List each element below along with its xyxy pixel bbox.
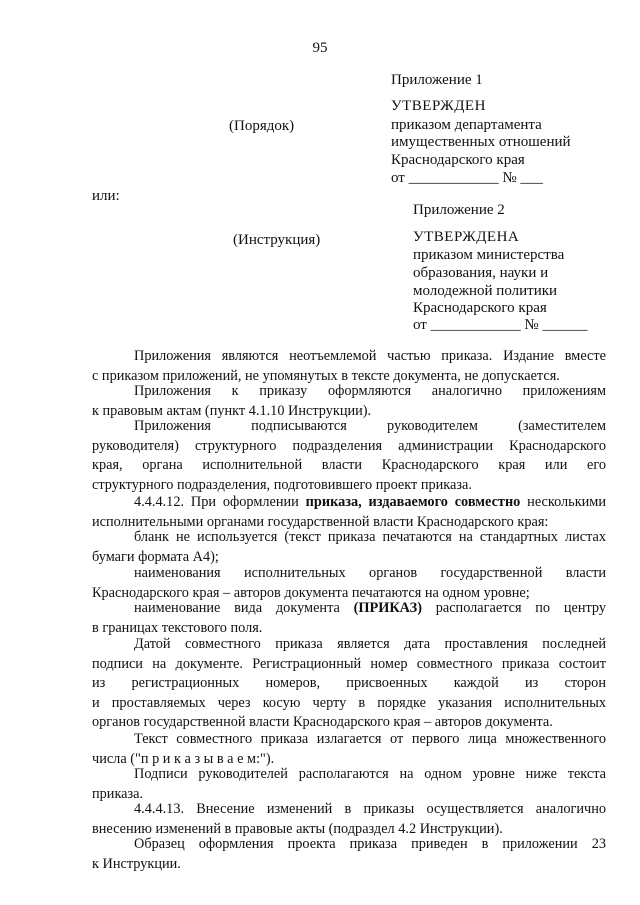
appendix-1-label: Приложение 1 — [391, 72, 483, 88]
or-label: или: — [92, 188, 120, 204]
paragraph-4-4-4-12 — [92, 493, 606, 532]
bold-fragment: приказа, издаваемого совместно — [305, 494, 521, 510]
block2-line: образования, науки и — [413, 265, 549, 281]
paragraph-doc-type — [92, 599, 606, 638]
text-line: Датой совместного приказа является дата проставления последней — [134, 636, 606, 652]
text-line: и проставляемых через косую черту в порядке указания исполнительных — [92, 694, 606, 711]
text-line: Краснодарского края – авторов документа печатаются на одном уровне; — [92, 584, 530, 601]
paragraph-blank — [92, 528, 606, 567]
text-fragment: несколькими — [520, 494, 606, 510]
text-line: органов государственной власти Краснодарского края – авторов документа. — [92, 714, 553, 731]
text-line: руководителя) структурного подразделения администрации Краснодарского — [92, 437, 606, 454]
text-line: внесению изменений в правовые акты (подраздел 4.2 Инструкции). — [92, 820, 503, 837]
paragraph-appendices-signing — [92, 417, 606, 495]
block2-date-number-line: от ____________ № ______ — [413, 317, 588, 333]
text-fragment: наименование вида документа — [134, 600, 354, 616]
block2-approved: УТВЕРЖДЕНА — [413, 229, 520, 245]
block1-line: приказом департамента — [391, 117, 542, 133]
paragraph-sample — [92, 835, 606, 874]
block1-line: имущественных отношений — [391, 134, 571, 150]
text-fragment: располагается по центру — [421, 600, 606, 616]
text-line: Приложения подписываются руководителем (заместителем — [134, 418, 606, 434]
text-line: числа ("п р и к а з ы в а е м:"). — [92, 750, 275, 767]
text-line: 4.4.4.13. Внесение изменений в приказы осуществляется аналогично — [134, 801, 606, 817]
text-line: Текст совместного приказа излагается от первого лица множественного — [134, 731, 606, 747]
text-line: структурного подразделения, подготовившего проект приказа. — [92, 476, 472, 493]
paragraph-first-person — [92, 730, 606, 769]
text-line: исполнительными органами государственной власти Краснодарского края: — [92, 513, 549, 530]
block1-approved: УТВЕРЖДЕН — [391, 98, 486, 114]
text-line: наименования исполнительных органов государственной власти — [134, 565, 606, 581]
text-line: к правовым актам (пункт 4.1.10 Инструкции). — [92, 402, 372, 419]
text-line: к Инструкции. — [92, 855, 181, 872]
text-fragment: 4.4.4.12. При оформлении — [134, 494, 306, 510]
text-line: из регистрационных номеров, присвоенных каждой из сторон — [92, 675, 606, 692]
paragraph-date-registration — [92, 635, 606, 733]
text-line: Приложения являются неотъемлемой частью приказа. Издание вместе — [134, 348, 606, 364]
text-line: Образец оформления проекта приказа приведен в приложении 23 — [134, 836, 606, 852]
text-line: в границах текстового поля. — [92, 619, 263, 636]
block2-line: Краснодарского края — [413, 300, 547, 316]
paragraph-signatures — [92, 765, 606, 804]
paragraph-appendices-format — [92, 382, 606, 421]
text-line: края, органа исполнительной власти Краснодарского края или его — [92, 457, 606, 474]
text-line — [92, 599, 606, 619]
paragraph-4-4-4-13 — [92, 800, 606, 839]
block2-type-label: (Инструкция) — [233, 232, 321, 248]
block2-line: приказом министерства — [413, 247, 565, 263]
text-line: подписи на документе. Регистрационный номер совместного приказа состоит — [92, 655, 606, 672]
appendix-2-label: Приложение 2 — [413, 202, 505, 218]
bold-fragment: (ПРИКАЗ) — [353, 600, 422, 616]
block2-line: молодежной политики — [413, 283, 558, 299]
text-line: с приказом приложений, не упомянутых в тексте документа, не допускается. — [92, 367, 560, 384]
page-number: 95 — [312, 40, 328, 56]
text-line: бланк не используется (текст приказа печатаются на стандартных листах — [134, 529, 606, 545]
block1-line: Краснодарского края — [391, 152, 525, 168]
text-line: Подписи руководителей располагаются на одном уровне ниже текста — [134, 766, 606, 782]
text-line — [92, 493, 606, 513]
text-line: бумаги формата А4); — [92, 548, 219, 565]
text-line: приказа. — [92, 785, 144, 802]
text-line: Приложения к приказу оформляются аналогично приложениям — [134, 383, 606, 399]
block1-date-number-line: от ____________ № ___ — [391, 170, 543, 186]
paragraph-appendices-part — [92, 347, 606, 386]
paragraph-names — [92, 564, 606, 603]
block1-type-label: (Порядок) — [229, 118, 295, 134]
